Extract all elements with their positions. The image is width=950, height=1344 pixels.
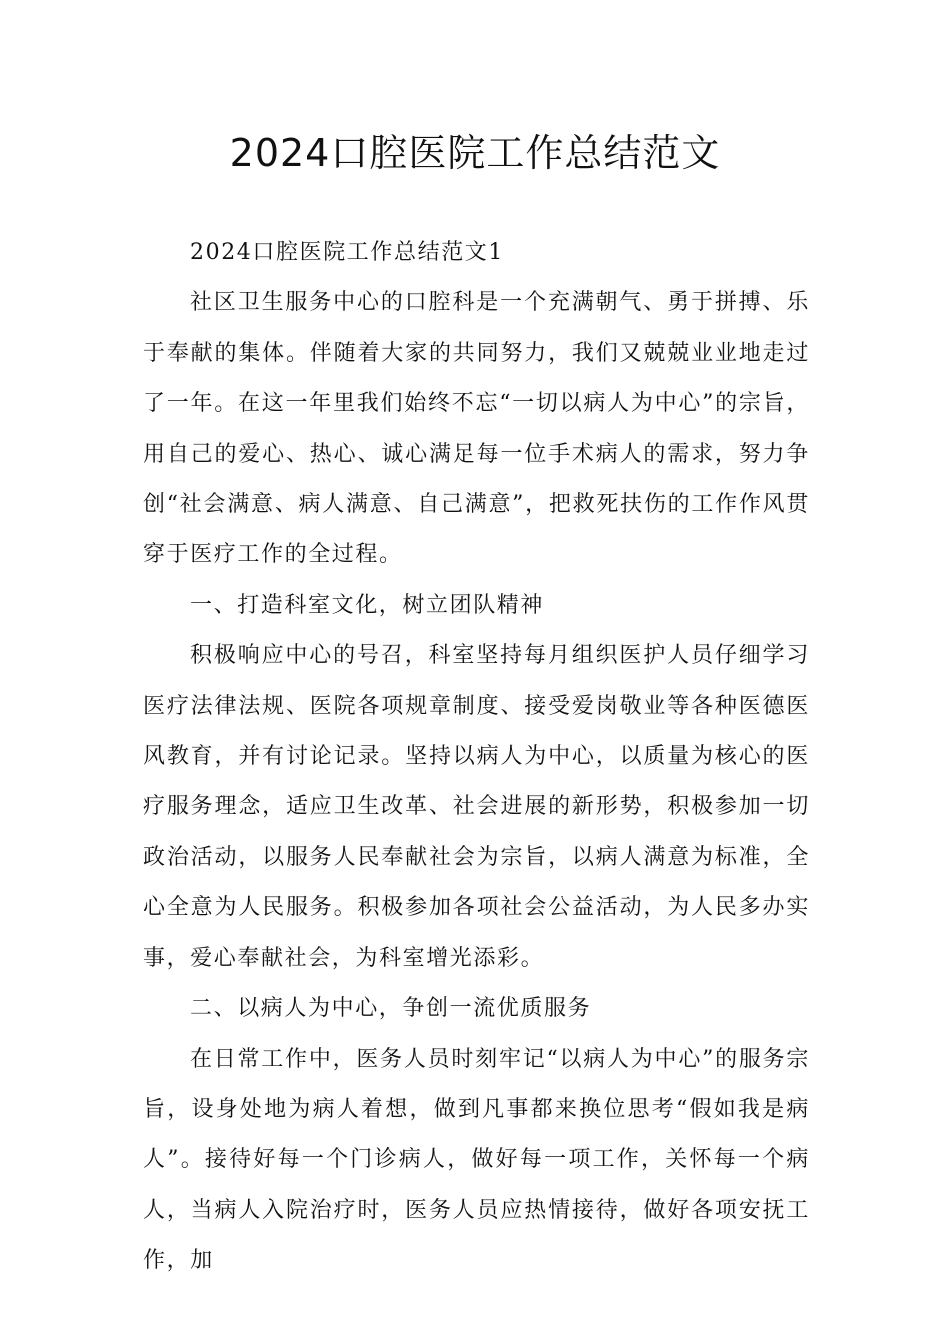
section-heading: 2024口腔医院工作总结范文1 <box>190 240 504 265</box>
body-paragraph: 在日常工作中，医务人员时刻牢记“以病人为中心”的服务宗旨，设身处地为病人着想，做到凡事都来换位思考“假如我是病人”。接待好每一个门诊病人，做好每一项工作，关怀每一个病人，当病人入院治疗时，医务人员应热情接待，做好各项安抚工作，加 <box>143 1046 810 1274</box>
section-heading: 二、以病人为中心，争创一流优质服务 <box>190 996 592 1022</box>
body-paragraph: 积极响应中心的号召，科室坚持每月组织医护人员仔细学习医疗法律法规、医院各项规章制度、接受爱岗敬业等各种医德医风教育，并有讨论记录。坚持以病人为中心，以质量为核心的医疗服务理念，适应卫生改革、社会进展的新形势，积极参加一切政治活动，以服务人民奉献社会为宗旨，以病人满意为标准，全心全意为人民服务。积极参加各项社会公益活动，为人民多办实事，爱心奉献社会，为科室增光添彩。 <box>143 643 810 971</box>
document-body <box>143 228 810 1287</box>
section-heading: 一、打造科室文化，树立团队精神 <box>190 592 545 618</box>
intro-paragraph: 社区卫生服务中心的口腔科是一个充满朝气、勇于拼搏、乐于奉献的集体。伴随着大家的共同努力，我们又兢兢业业地走过了一年。在这一年里我们始终不忘“一切以病人为中心”的宗旨，用自己的爱心、热心、诚心满足每一位手术病人的需求，努力争创“社会满意、病人满意、自己满意”，把救死扶伤的工作作风贯穿于医疗工作的全过程。 <box>143 290 810 568</box>
document-title: 2024口腔医院工作总结范文 <box>229 131 721 175</box>
